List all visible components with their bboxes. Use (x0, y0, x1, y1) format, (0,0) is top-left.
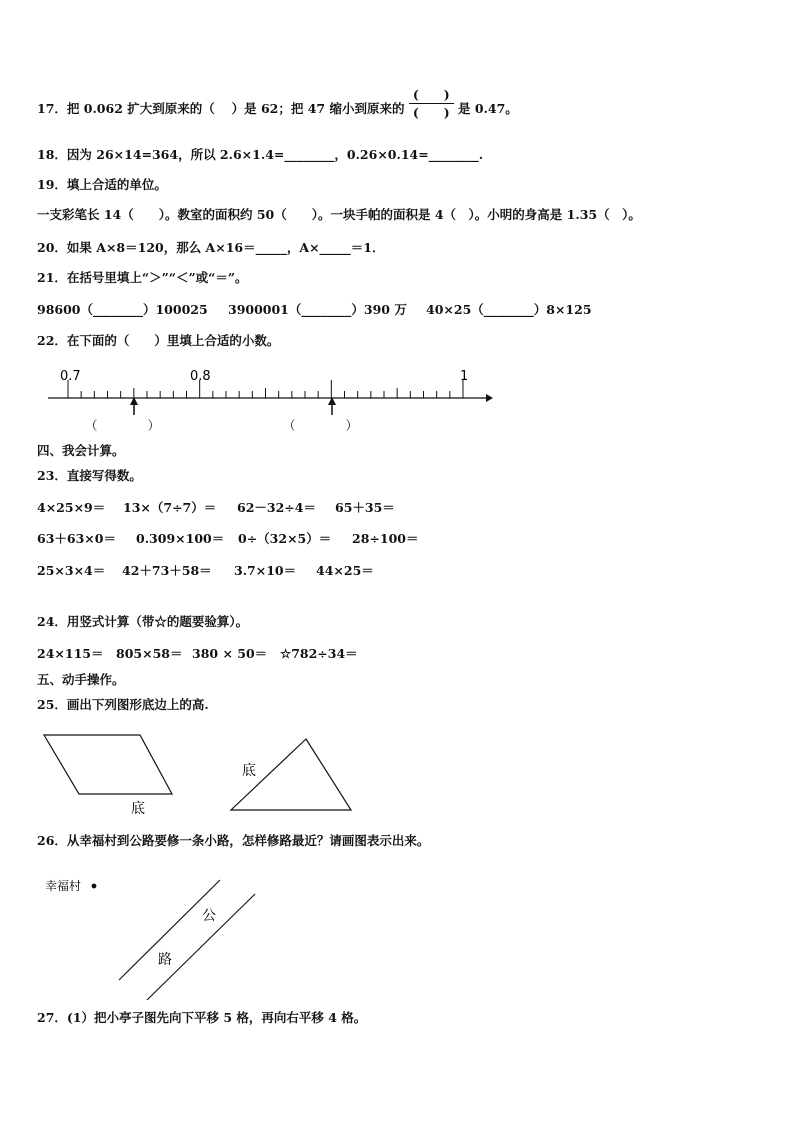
number-line-pointer-1 (130, 397, 138, 415)
number-line-label-0-8: 0.8 (190, 369, 211, 384)
question-18: 18．因为 26×14=364，所以 2.6×1.4=________，0.26×0.14=________. (37, 147, 484, 162)
q21-item-2: 3900001（________）390 万 (228, 302, 407, 317)
q21-item-3: 40×25（________）8×125 (426, 302, 592, 317)
q23-item: 63＋63×0＝ (37, 531, 116, 546)
section-5-heading: 五、动手操作。 (37, 672, 125, 687)
road-edge-2 (147, 894, 255, 1000)
q24-item: 24×115＝ (37, 646, 104, 661)
road-label-1: 公 (202, 908, 216, 924)
q24-item: 805×58＝ (116, 646, 183, 661)
q21-item-1: 98600（________）100025 (37, 302, 208, 317)
q24-item: ☆782÷34＝ (280, 646, 358, 661)
q17-text-2: 是 0.47。 (458, 101, 518, 116)
triangle-base-label: 底 (242, 763, 256, 779)
section-4-heading: 四、我会计算。 (37, 443, 125, 458)
q23-item: 28÷100＝ (352, 531, 419, 546)
number-line-arrowhead (486, 394, 493, 402)
question-26-title: 26．从幸福村到公路要修一条小路，怎样修路最近？请画图表示出来。 (37, 833, 430, 848)
question-24-title: 24．用竖式计算（带☆的题要验算）。 (37, 614, 249, 629)
question-19-body: 一支彩笔长 14（ ）。教室的面积约 50（ ）。一块手帕的面积是 4（ ）。小明的身高是 1.35（ ）。 (37, 207, 641, 222)
village-label: 幸福村 (45, 879, 82, 893)
question-21-title: 21．在括号里填上“＞”“＜”或“＝”。 (37, 270, 248, 285)
q23-row-3 (37, 563, 374, 579)
question-22-title: 22．在下面的（ ）里填上合适的小数。 (37, 333, 280, 348)
q17-fraction-denominator[interactable]: ( ) (412, 105, 450, 120)
q17-fraction-numerator[interactable]: ( ) (409, 86, 454, 104)
q23-row-1 (37, 500, 395, 516)
q23-row-2 (37, 531, 418, 547)
q23-item: 62－32÷4＝ (237, 500, 316, 515)
q23-item: 0.309×100＝ (136, 531, 225, 546)
q24-items (37, 646, 358, 662)
q22-answer-blank-2[interactable]: （ ） (283, 418, 359, 433)
parallelogram-base-label: 底 (131, 801, 145, 817)
village-dot (92, 884, 97, 889)
number-line-pointer-2 (328, 397, 336, 415)
q26-figure (0, 870, 794, 1000)
number-line-label-0-7: 0.7 (60, 369, 81, 384)
q23-item: 13×（7÷7）＝ (123, 500, 217, 515)
q23-item: 65＋35＝ (335, 500, 395, 515)
q23-item: 25×3×4＝ (37, 563, 106, 578)
q25-figures (0, 725, 794, 825)
question-17 (37, 87, 518, 121)
q23-item: 0÷（32×5）＝ (238, 531, 332, 546)
question-27: 27．(1）把小亭子图先向下平移 5 格，再向右平移 4 格。 (37, 1010, 367, 1025)
q23-item: 3.7×10＝ (234, 563, 297, 578)
q17-fraction (409, 86, 454, 121)
question-23-title: 23．直接写得数。 (37, 468, 142, 483)
q23-item: 44×25＝ (316, 563, 374, 578)
question-19-title: 19．填上合适的单位。 (37, 177, 167, 192)
number-line-ticks (68, 380, 463, 398)
q17-text-1: 17．把 0.062 扩大到原来的（ ）是 62；把 47 缩小到原来的 (37, 101, 405, 116)
q24-item: 380 × 50＝ (192, 646, 268, 661)
q22-answer-blank-1[interactable]: （ ） (85, 418, 161, 433)
parallelogram-shape (44, 735, 172, 794)
q23-item: 4×25×9＝ (37, 500, 106, 515)
q23-item: 42＋73＋58＝ (122, 563, 212, 578)
number-line-label-1: 1 (460, 369, 469, 384)
question-25-title: 25．画出下列图形底边上的高. (37, 697, 209, 712)
question-20: 20．如果 A×8＝120，那么 A×16＝_____，A×_____＝1． (37, 240, 385, 255)
road-label-2: 路 (158, 952, 172, 968)
